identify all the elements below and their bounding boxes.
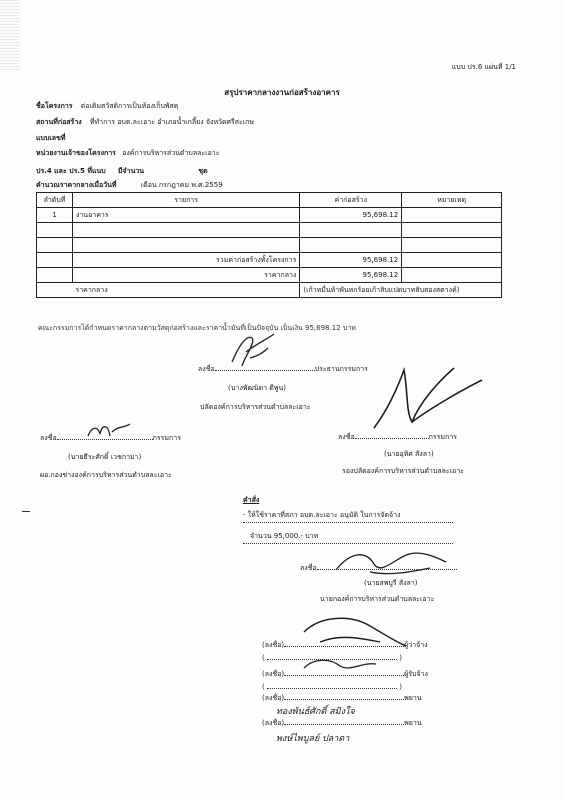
left-name: (นายธีระศักดิ์ เวชกามา)	[68, 453, 142, 461]
left-position: ผอ.กองช่างองค์การบริหารส่วนตำบลละเอาะ	[40, 471, 172, 479]
ack-prefix-4: (ลงชื่อ)	[262, 719, 285, 727]
witness-2-handwritten-name: พงษ์ไพบูลย์ ปลาดา	[276, 734, 350, 744]
chair-name: (นางพัฒนิดา ดีพูน)	[228, 384, 286, 392]
item-name: งานอาคาร	[72, 208, 299, 223]
ack-role-1: ผู้ว่าจ้าง	[404, 641, 428, 649]
project-row	[36, 101, 178, 112]
order-line-1: - ให้ใช้ราคาที่สภา อบต.ละเอาะ อนุมัติ ในการจัดจ้าง	[243, 511, 401, 519]
document-title: สรุปราคากลางงานก่อสร้างอาคาร	[224, 88, 340, 97]
owner-row	[36, 148, 219, 159]
calc-date-label: คำนวณราคากลางเมื่อวันที่	[36, 181, 117, 189]
plan-no-label: แบบเลขที่	[36, 134, 66, 142]
right-position: รองปลัดองค์การบริหารส่วนตำบลละเอาะ	[342, 467, 464, 475]
calc-date-row	[36, 180, 223, 191]
left-role: กรรมการ	[152, 434, 181, 442]
owner-label: หน่วยงานเจ้าของโครงการ	[36, 149, 116, 157]
median-value: 95,698.12	[300, 268, 402, 283]
right-sign-line	[338, 432, 457, 443]
order-signer-position: นายกองค์การบริหารส่วนตำบลละเอาะ	[320, 595, 435, 603]
right-sign-prefix: ลงชื่อ	[338, 433, 355, 441]
header-cost: ค่าก่อสร้าง	[300, 193, 402, 208]
total-value: 95,698.12	[300, 253, 402, 268]
order-line-2: จำนวน 95,000.- บาท	[250, 532, 319, 540]
project-value: ต่อเติมสวัสดิการเป็นห้องเก็บพัสดุ	[80, 102, 179, 110]
table-row	[37, 238, 502, 253]
left-sign-prefix: ลงชื่อ	[40, 434, 57, 442]
left-sign-line	[40, 433, 181, 444]
document-page: แบบ ปร.6 แผ่นที่ 1/1 สรุปราคากลางงานก่อสร้างอาคาร ชื่อโครงการ ต่อเติมสวัสดิการเป็นห้องเก็บพัสดุ สถานที่ก่อสร้าง ที่ทำการ อบต.ละเอาะ อำเภอน้ำเกลี้ยง จังหวัดศรีสะเกษ แบบเลขที่ หน่วยงานเจ้าของโครงการ องค์การบริหารส่วนตำบลละเอาะ ปร.4 และ ปร.5 ที่แนบ มีจำนวน ชุด คำนวณราคากลางเมื่อวันที่ เดือน กรกฎาคม พ.ศ.2559 ลำดับที่ รายการ ค่าก่อสร้าง หมายเหตุ 1 งานอาคาร 95,698.12 รวมค่าก่อสร้างทั้งโครงการ 95,698.12 ราคากลาง 95,698.12 ราคากลาง (เก้าหมื่นห้าพันหกร้อยเก้าสิบแปดบาทสิบสองสตางค์) คณะกรรมการได้กำหนดราคากลางตามวัสดุก่อสร้างและราคาน้ำมันที่เป็นปัจจุบัน เป็นเงิน 95,698.12 บาท ลงชื่อ ประธานกรรมการ (นางพัฒนิดา ดีพูน) ปลัดองค์การบริหารส่วนตำบลละเอาะ ลงชื่อ กรรมการ (นายอุทิศ สังลา) รองปลัดองค์การบริหารส่วนตำบลละเอาะ ลงชื่อ กรรมการ (นายธีระศักดิ์ เวชกามา) ผอ.กองช่างองค์การบริหารส่วนตำบลละเอาะ คำสั่ง - ให้ใช้ราคาที่สภา อบต.ละเอาะ อนุมัติ ในการจัดจ้าง จำนวน 95,000.- บาท ลงชื่อ (นายสพบูรี สังลา) นายกองค์การบริหารส่วนตำบลละเอาะ (ลงชื่อ) ผู้ว่าจ้าง ( ) (ลงชื่อ) ผู้รับจ้าง ( ) (ลงชื่อ) พยาน ทองพันธ์ศักดิ์ สมิงใจ (ลงชื่อ) พยาน พงษ์ไพบูลย์ ปลาดา	[0, 0, 564, 800]
site-label: สถานที่ก่อสร้าง	[36, 118, 82, 126]
total-row	[37, 253, 502, 268]
calc-date-value: เดือน กรกฎาคม พ.ศ.2559	[140, 181, 223, 189]
ack-prefix-2: (ลงชื่อ)	[262, 670, 285, 678]
witness-1-handwritten-name: ทองพันธ์ศักดิ์ สมิงใจ	[276, 707, 355, 717]
median-row	[37, 268, 502, 283]
table-header-row	[37, 193, 502, 208]
right-signature-mark	[368, 362, 488, 436]
table-row	[37, 208, 502, 223]
item-cost: 95,698.12	[300, 208, 402, 223]
scan-edge-noise	[0, 0, 20, 70]
header-item: รายการ	[72, 193, 299, 208]
ack-role-3: พยาน	[404, 694, 422, 702]
chair-sign-prefix: ลงชื่อ	[198, 365, 215, 373]
median-label: ราคากลาง	[72, 268, 299, 283]
project-label: ชื่อโครงการ	[36, 102, 73, 110]
total-label: รวมค่าก่อสร้างทั้งโครงการ	[72, 253, 299, 268]
cost-summary-table	[36, 192, 502, 298]
committee-statement: คณะกรรมการได้กำหนดราคากลางตามวัสดุก่อสร้างและราคาน้ำมันที่เป็นปัจจุบัน เป็นเงิน 95,698.12 บาท	[38, 324, 356, 332]
ack-row-3	[262, 693, 422, 704]
forms-label: ปร.4 และ ปร.5 ที่แนบ	[36, 167, 106, 175]
site-row	[36, 117, 254, 128]
forms-row	[36, 166, 208, 177]
chair-position: ปลัดองค์การบริหารส่วนตำบลละเอาะ	[200, 403, 311, 411]
median-words: (เก้าหมื่นห้าพันหกร้อยเก้าสิบแปดบาทสิบสองสตางค์)	[300, 283, 502, 298]
median-label-2: ราคากลาง	[72, 283, 299, 298]
right-name: (นายอุทิศ สังลา)	[384, 450, 434, 458]
owner-value: องค์การบริหารส่วนตำบลละเอาะ	[122, 149, 220, 157]
ack-prefix-1: (ลงชื่อ)	[262, 641, 285, 649]
ack-row-2	[262, 669, 428, 680]
median-words-row	[37, 283, 502, 298]
order-signer-name: (นายสพบูรี สังลา)	[364, 579, 418, 587]
ack-row-4	[262, 718, 422, 729]
item-no: 1	[37, 208, 73, 223]
order-sign-line	[300, 563, 457, 574]
header-no: ลำดับที่	[37, 193, 73, 208]
form-code: แบบ ปร.6 แผ่นที่ 1/1	[451, 63, 516, 71]
order-heading: คำสั่ง	[243, 496, 260, 504]
margin-tick-mark	[22, 511, 30, 512]
ack-prefix-3: (ลงชื่อ)	[262, 694, 285, 702]
chair-sign-line	[198, 364, 368, 375]
table-row	[37, 223, 502, 238]
ack-role-4: พยาน	[404, 719, 422, 727]
site-value: ที่ทำการ อบต.ละเอาะ อำเภอน้ำเกลี้ยง จังหวัดศรีสะเกษ	[89, 118, 255, 126]
order-sign-prefix: ลงชื่อ	[300, 564, 317, 572]
mayor-signature-mark	[330, 542, 450, 582]
forms-count-label: มีจำนวน	[117, 167, 145, 175]
ack-row-1	[262, 640, 428, 651]
right-role: กรรมการ	[428, 433, 457, 441]
header-remark: หมายเหตุ	[402, 193, 502, 208]
forms-unit: ชุด	[198, 167, 208, 175]
chair-role: ประธานกรรมการ	[314, 365, 368, 373]
ack-role-2: ผู้รับจ้าง	[404, 670, 428, 678]
